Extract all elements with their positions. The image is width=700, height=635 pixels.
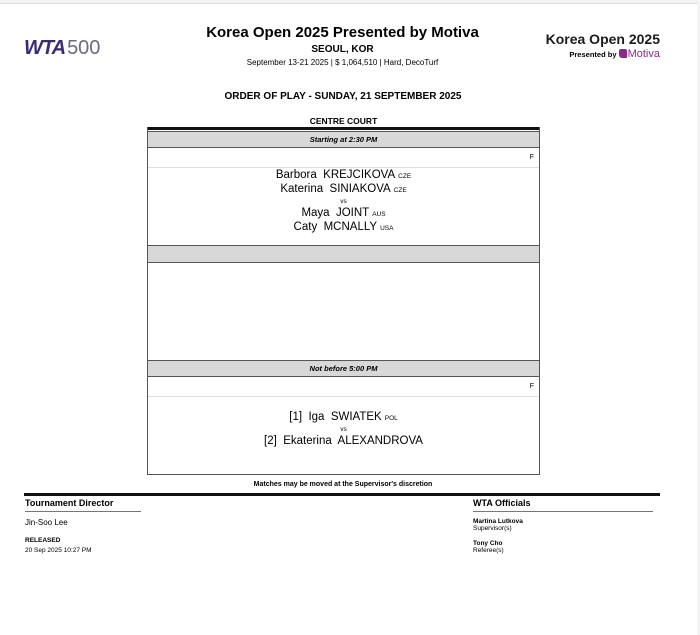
match-1-team2-player2 xyxy=(148,221,539,235)
match-1 xyxy=(148,169,539,235)
wta-tier-text: 500 xyxy=(67,37,101,59)
not-before-label: Not before 5:00 PM xyxy=(309,364,378,373)
tournament-director-block xyxy=(25,498,141,554)
match-2 xyxy=(148,411,539,447)
start-time-label: Starting at 2:30 PM xyxy=(309,135,378,144)
player-first-name: Iga xyxy=(308,411,325,423)
player-first-name: Katerina xyxy=(280,183,324,195)
footer-rule xyxy=(24,493,660,496)
player-first-name: Caty xyxy=(293,221,318,233)
match-1-team1-player2 xyxy=(148,183,539,197)
player-first-name: Ekaterina xyxy=(283,435,332,447)
match-1-flag: F xyxy=(529,154,534,161)
director-name: Jin-Soo Lee xyxy=(25,518,68,527)
court-schedule-grid xyxy=(147,127,540,475)
released-datetime: 20 Sep 2025 10:27 PM xyxy=(25,547,92,554)
start-time-band xyxy=(148,131,539,148)
player-country: USA xyxy=(380,225,394,232)
player-country: AUS xyxy=(372,211,386,218)
motiva-mark-icon xyxy=(619,49,627,58)
presented-by-line xyxy=(546,48,660,60)
presented-by-text: Presented by xyxy=(569,50,617,59)
player-country: CZE xyxy=(398,173,412,180)
wta-500-logo xyxy=(24,37,100,60)
match-2-flag: F xyxy=(529,383,534,390)
tournament-city: SEOUL, KOR xyxy=(311,44,374,55)
discretion-note: Matches may be moved at the Supervisor's discretion xyxy=(253,481,433,488)
match-2-player2 xyxy=(148,435,539,447)
match-2-player1 xyxy=(148,411,539,425)
player-last-name: KREJCIKOVA xyxy=(323,169,396,181)
player-last-name: MCNALLY xyxy=(323,221,378,233)
player-first-name: Maya xyxy=(301,207,330,219)
wta-officials-block xyxy=(473,498,653,554)
player-country: CZE xyxy=(393,187,407,194)
player-seed: [2] xyxy=(264,435,277,447)
officials-heading: WTA Officials xyxy=(473,498,653,512)
tournament-info: September 13-21 2025 | $ 1,064,510 | Hard, DecoTurf xyxy=(246,58,439,67)
match-1-team1-player1 xyxy=(148,169,539,183)
tournament-header xyxy=(150,24,535,67)
court-name: CENTRE COURT xyxy=(309,116,378,126)
korea-open-logo-title: Korea Open 2025 xyxy=(545,31,660,47)
player-last-name: ALEXANDROVA xyxy=(337,435,423,447)
order-of-play-title: ORDER OF PLAY - SUNDAY, 21 SEPTEMBER 2025 xyxy=(224,91,462,102)
motiva-brand-text: Motiva xyxy=(627,48,660,60)
player-last-name: SINIAKOVA xyxy=(329,183,391,195)
korea-open-logo xyxy=(546,31,660,60)
released-label: RELEASED xyxy=(25,537,61,544)
official-role: Supervisor(s) xyxy=(473,525,512,532)
match-1-vs: vs xyxy=(340,198,347,205)
official-name: Martina Lutkova xyxy=(473,518,523,525)
row-divider xyxy=(148,167,539,168)
official-role: Referee(s) xyxy=(473,547,504,554)
empty-band xyxy=(148,245,539,263)
grid-top-rule xyxy=(148,127,539,130)
match-1-team2-player1 xyxy=(148,207,539,221)
player-country: POL xyxy=(384,415,398,422)
official-name: Tony Cho xyxy=(473,540,503,547)
player-last-name: JOINT xyxy=(335,207,370,219)
director-heading: Tournament Director xyxy=(25,498,141,512)
player-seed: [1] xyxy=(289,411,303,423)
tournament-title: Korea Open 2025 Presented by Motiva xyxy=(206,24,479,41)
player-first-name: Barbora xyxy=(275,169,317,181)
player-last-name: SWIATEK xyxy=(330,411,382,423)
match-2-vs: vs xyxy=(340,426,347,433)
row-divider xyxy=(148,396,539,397)
not-before-band xyxy=(148,360,539,377)
wta-logo-text: WTA xyxy=(24,37,66,59)
